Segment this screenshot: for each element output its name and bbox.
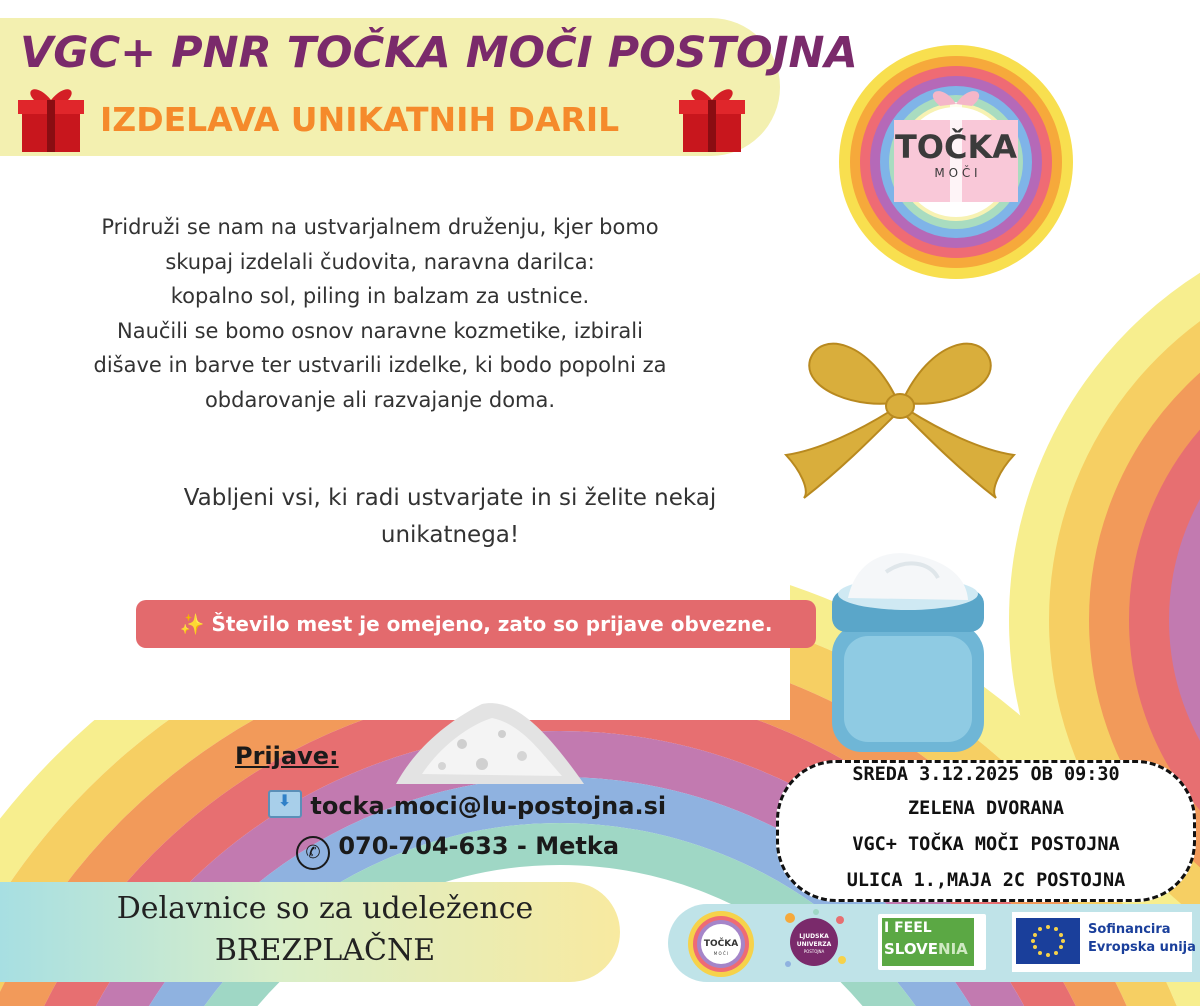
event-address: ULICA 1.,MAJA 2C POSTOJNA: [846, 870, 1126, 891]
tocka-moci-small-logo: [686, 910, 756, 978]
free-line: Delavnice so za udeležence: [116, 891, 534, 926]
intro-paragraph: [30, 210, 730, 417]
lu-text1: LJUDSKA: [799, 933, 829, 940]
logo-word-tocka: TOČKA: [894, 128, 1018, 166]
page-title: VGC+ PNR TOČKA MOČI POSTOJNA: [20, 28, 858, 78]
welcome-line: unikatnega!: [380, 522, 520, 548]
bath-salt-image: [392, 694, 588, 790]
small-logo-word: TOČKA: [703, 939, 739, 949]
welcome-line: Vabljeni vsi, ki radi ustvarjate in si želite nekaj: [183, 485, 717, 511]
intro-line: skupaj izdelali čudovita, naravna darilca:: [165, 249, 595, 274]
ifs-line1: I FEEL: [884, 920, 932, 936]
event-room: ZELENA DVORANA: [908, 798, 1064, 819]
email-row[interactable]: [268, 790, 666, 820]
intro-line: Naučili se bomo osnov naravne kozmetike, izbirali: [117, 318, 643, 343]
lu-text2: UNIVERZA: [796, 941, 832, 948]
ifs-line2: SLOVENIA: [884, 940, 968, 958]
i-feel-slovenia-logo: [878, 914, 986, 970]
phone-icon: ✆: [296, 836, 330, 870]
tocka-moci-logo: [822, 42, 1090, 282]
registration-label: Prijave:: [235, 742, 339, 770]
eu-line2: Evropska unija: [1088, 940, 1196, 955]
email-link[interactable]: tocka.moci@lu-postojna.si: [310, 792, 667, 820]
cream-jar-image: [826, 550, 990, 756]
page-subtitle: IZDELAVA UNIKATNIH DARIL: [100, 100, 620, 139]
intro-line: Pridruži se nam na ustvarjalnem druženju, kjer bomo: [101, 215, 659, 239]
gold-bow-icon: [780, 330, 1020, 500]
intro-line: dišave in barve ter ustvarili izdelke, ki bodo popolni za: [93, 353, 667, 377]
registration-notice: [136, 600, 816, 648]
free-text: [70, 888, 580, 972]
intro-line: obdarovanje ali razvajanje doma.: [204, 387, 556, 412]
eu-line1: Sofinancira: [1088, 922, 1171, 937]
gift-box-icon: [677, 82, 747, 154]
eu-flag-icon: [1016, 918, 1080, 964]
ljudska-univerza-logo: [778, 906, 850, 978]
free-line: BREZPLAČNE: [214, 933, 436, 968]
eu-cofunded-logo: [1012, 912, 1196, 972]
sparkles-icon: ✨: [179, 612, 205, 636]
intro-line: kopalno sol, piling in balzam za ustnice.: [170, 284, 590, 308]
phone-number[interactable]: 070-704-633 - Metka: [338, 832, 620, 860]
event-place: VGC+ TOČKA MOČI POSTOJNA: [852, 834, 1120, 855]
small-logo-word2: M O Č I: [713, 951, 729, 956]
lu-text3: POSTOJNA: [803, 949, 825, 954]
envelope-icon: ⬇: [268, 790, 302, 818]
gift-box-icon: [16, 82, 86, 154]
event-date: SREDA 3.12.2025 OB 09:30: [852, 764, 1120, 785]
logo-word-moci: M O Č I: [934, 166, 978, 180]
phone-row[interactable]: [296, 832, 619, 870]
welcome-paragraph: [120, 480, 780, 554]
notice-text: Število mest je omejeno, zato so prijave obvezne.: [211, 612, 773, 636]
